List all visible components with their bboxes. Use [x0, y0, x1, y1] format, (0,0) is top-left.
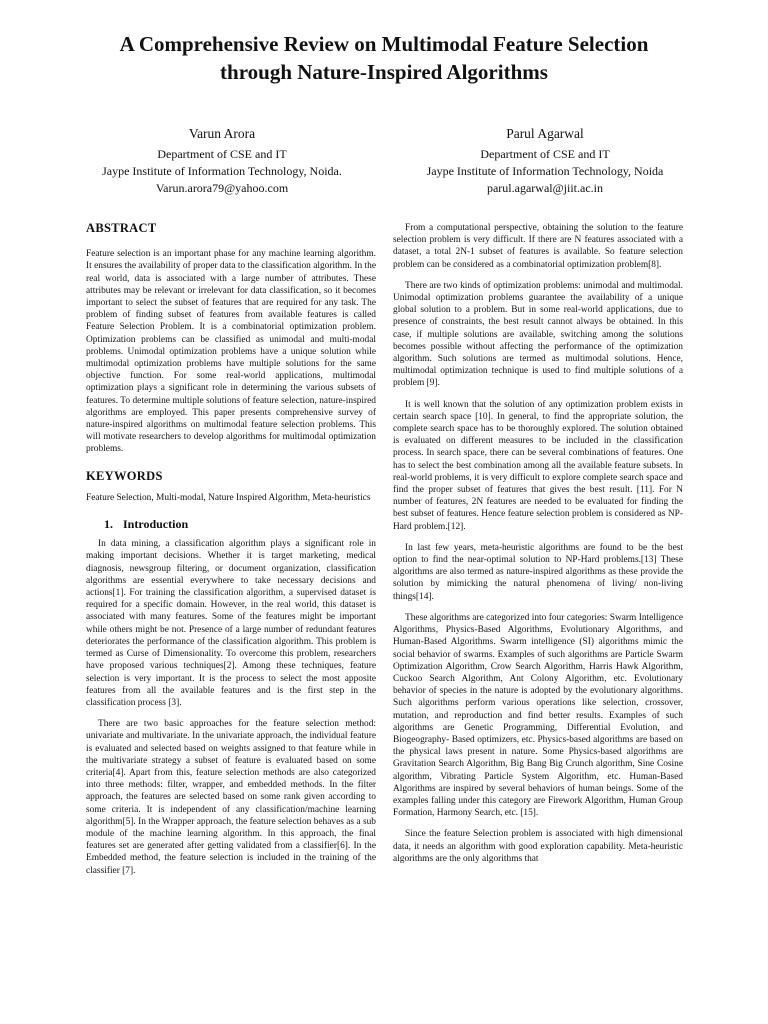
author-institute: Jaype Institute of Information Technology, Noida. [102, 164, 342, 178]
author-institute: Jaype Institute of Information Technology, Noida [426, 164, 664, 178]
title-line-2: through Nature-Inspired Algorithms [220, 60, 548, 84]
body-paragraph: In last few years, meta-heuristic algorithms are found to be the best option to find the near-optimal solution to NP-Hard problems.[13] These algorithms are also termed as nature-inspired algorithms as these provide the solution by mimicking the natural phenomena of living/ non-living things[14]. [393, 542, 683, 602]
paper-title [60, 30, 708, 86]
body-paragraph: From a computational perspective, obtaining the solution to the feature selection problem is very difficult. If there are N features associated with a dataset, a total 2N-1 subset of features is available. So feature selection problem can be considered as a combinatorial optimization problem[8]. [393, 223, 683, 270]
introduction-heading [104, 518, 376, 530]
author-department: Department of CSE and IT [480, 147, 610, 161]
author-name: Varun Arora [188, 126, 256, 141]
body-paragraph: It is well known that the solution of any optimization problem exists in certain search space [10]. In general, to find the appropriate solution, the complete search space has to be thoroughly explored. The solution obtained is evaluated on different measures to be included in the classification process. In search space, there can be several combinations of features. One has to select the best combination among all the available feature subsets. In real-world problems, it is very difficult to explore complete search space and find the proper subset of features that gives the best result. [11]. For N number of features, 2N features are needed to be evaluated for finding the best subset of features. Hence feature selection problem is considered as NP-Hard problem.[12]. [393, 399, 683, 532]
body-paragraph: In data mining, a classification algorithm plays a significant role in making important decisions. Whether it is target marketing, medical diagnosis, newsgroup filtering, or document organization, classification algorithms are essential everywhere to take necessary decisions and actions[1]. For training the classification algorithm, a supervised dataset is required for a specific domain. However, in the real world, this dataset is associated with many features. Some of the features might be important while others might be not. Presence of a large number of redundant features deteriorates the performance of the classification algorithm. This problem is termed as Curse of Dimensionality. To overcome this problem, researchers have proposed various techniques[2]. Among these techniques, feature selection is very important. It is the process to select the most apposite features from all the available features and is the first step in the classification process [3]. [86, 539, 376, 708]
body-paragraph: There are two kinds of optimization problems: unimodal and multimodal. Unimodal optimization problems guarantee the availability of a unique global solution to a problem. But in some real-world applications, due to presence of constraints, the best result cannot always be obtained. In this case, if multiple solutions are available, switching among the solutions becomes possible without affecting the performance of the optimization algorithm. Such solutions are termed as multimodal solutions. Hence, multimodal optimization technique is used to find multiple solutions of a problem [9]. [393, 280, 683, 389]
author-email: parul.agarwal@jiit.ac.in [486, 181, 603, 195]
section-number: 1. [104, 517, 113, 532]
author-department: Department of CSE and IT [157, 147, 287, 161]
author-name: Parul Agarwal [506, 126, 584, 141]
abstract-text: Feature selection is an important phase for any machine learning algorithm. It ensures the availability of proper data to the classification algorithm. In the real world, data is associated with a large number of attributes. These attributes may be relevant or irrelevant for data classification, so it becomes important to select the subset of features that are required for any task. The problem of finding subset of features from available features is called Feature Selection Problem. It is a combinatorial optimization problem. Optimization problems can be classified as unimodal and multi-modal problems. Unimodal optimization problems have a unique solution while multimodal optimization problems have multiple solutions for the same objective function. For some real-world applications, multimodal optimization plays a significant role in determining the various subsets of features. To determine multiple solutions of feature selection, nature-inspired algorithms are employed. This paper presents comprehensive survey of nature-inspired algorithms on multimodal feature selection problems. This will motivate researchers to develop algorithms for multimodal optimization problems. [86, 249, 376, 455]
keywords-heading: KEYWORDS [86, 468, 163, 483]
body-paragraph: There are two basic approaches for the feature selection method: univariate and multivariate. In the univariate approach, the individual feature is evaluated and selected based on weights assigned to that feature while in the multivariate strategy a subset of feature is evaluated based on some criteria[4]. Apart from this, feature selection methods are also categorized into three methods: filter, wrapper, and embedded methods. In the filter approach, the features are selected based on some rank given according to some criteria. It is independent of any classification/machine learning algorithm[5]. In the Wrapper approach, the feature selection behaves as a sub module of the machine learning algorithm. In this approach, the final features set are generated after getting validated from a classifier[6]. In the Embedded method, the feature selection is included in the training of the classifier [7]. [86, 719, 376, 876]
body-paragraph: Since the feature Selection problem is associated with high dimensional data, it needs an algorithm with good exploration capability. Meta-heuristic algorithms are the only algorithms that [393, 829, 683, 864]
author-email: Varun.arora79@yahoo.com [155, 181, 289, 195]
right-column [393, 222, 683, 874]
left-column [86, 222, 376, 886]
author-block-1 [67, 125, 377, 197]
author-block-2 [390, 125, 700, 197]
keywords-text: Feature Selection, Multi-modal, Nature Inspired Algorithm, Meta-heuristics [86, 492, 371, 503]
title-line-1: A Comprehensive Review on Multimodal Feature Selection [119, 32, 649, 56]
body-paragraph: These algorithms are categorized into four categories: Swarm Intelligence Algorithms, Physics-Based Algorithms, Evolutionary Algorithms, and Human-Based Algorithms. Swarm intelligence (SI) algorithms mimic the social behavior of swarms. Examples of such algorithms are Particle Swarm Optimization Algorithm, Crow Search Algorithm, Harris Hawk Algorithm, Cuckoo Search Algorithm, Ant Colony Algorithm, etc. Evolutionary behavior of species in the nature is adopted by the evolutionary algorithms. Such algorithms perform various operations like selection, crossover, mutation, and reproduction and find better results. Examples of such algorithms are Genetic Programming, Differential Evolution, and Biogeography- Based optimizers, etc. Physics-based algorithms are based on the physical laws present in nature. Some Physics-based algorithms are Gravitation Search Algorithm, Big Bang Big Crunch algorithm, Sine Cosine algorithm, Vibrating Particle System Algorithm, etc. Human-Based Algorithms are inspired by several behaviors of human beings. Some of the examples falling under this category are Firework Algorithm, Human Group Formation, Harmony Search, etc. [15]. [393, 612, 683, 819]
section-title: Introduction [123, 517, 189, 532]
abstract-heading: ABSTRACT [86, 221, 157, 235]
